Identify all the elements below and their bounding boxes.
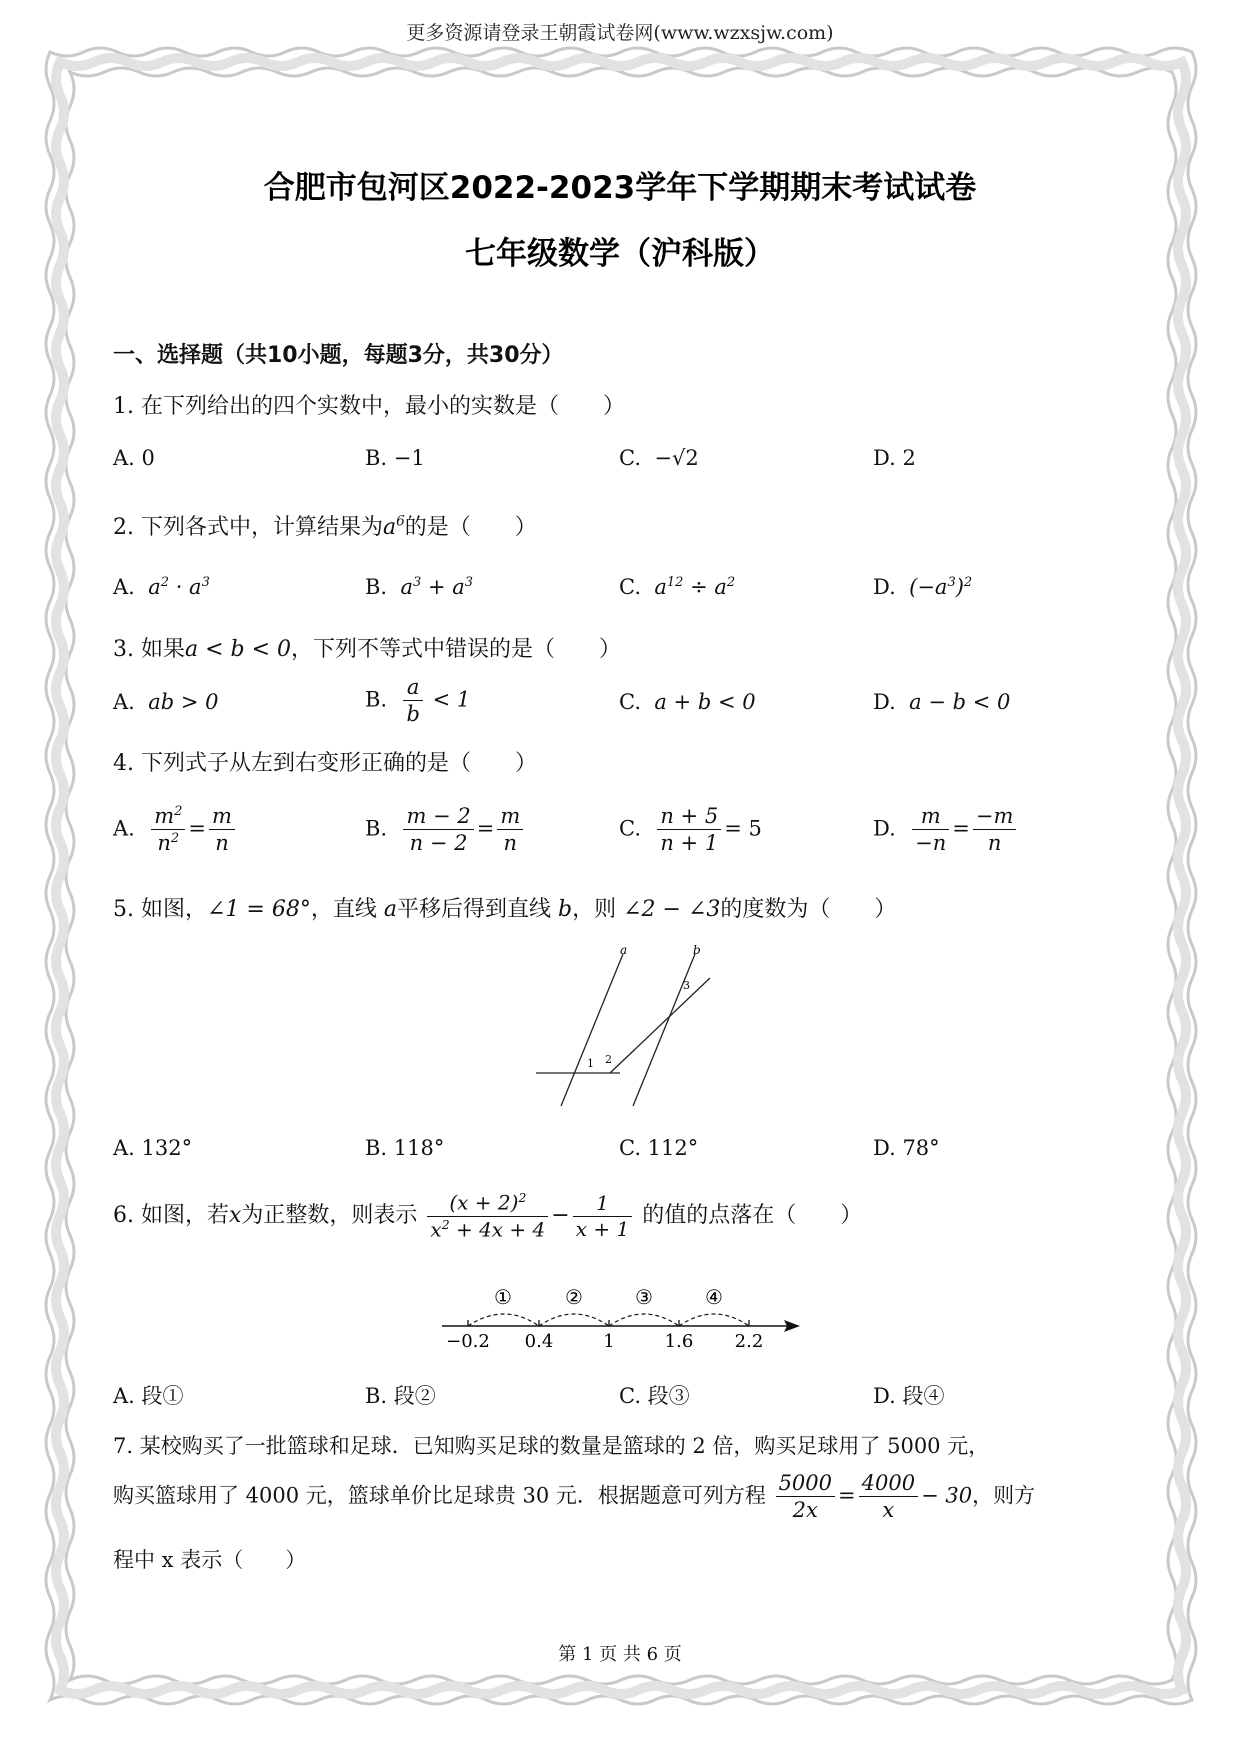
q1-option-c: C. −√2 [619,446,699,470]
q6-option-b: B. 段② [365,1384,436,1408]
q5-figure [520,940,740,1110]
q3-option-c: C. a + b < 0 [619,690,756,714]
question-7-line-3: 程中 x 表示（ ） [113,1548,307,1572]
label-3: 3 [683,979,690,992]
question-4: 4. 下列式子从左到右变形正确的是（ ） [113,751,537,776]
label-a: a [620,943,628,957]
section-heading: 一、选择题（共10小题，每题3分，共30分） [113,343,564,368]
q6-option-c: C. 段③ [619,1384,690,1408]
watermark: 更多资源请登录王朝霞试卷网(www.wzxsjw.com) [406,22,834,44]
q5-option-c: C. 112° [619,1136,699,1160]
q2-option-c: C. $a^{12} \div a^2$ [619,575,736,599]
q2-option-b: B. $a^3 + a^3$ [365,575,474,599]
tick-label: 1.6 [664,1331,694,1350]
segment-arc-2 [539,1314,609,1326]
q5-option-a: A. 132° [113,1136,193,1160]
question-5: 5. 如图，∠1 = 68°，直线 a平移后得到直线 b，则 ∠2 − ∠3的度数为（ ） [113,897,897,922]
tick-label: 2.2 [734,1331,764,1350]
question-1: 1. 在下列给出的四个实数中，最小的实数是（ ） [113,394,625,419]
q4-option-a: A. $\frac{m^2}{n^2}$ = $\frac{m}{n}$ [113,803,238,857]
q3-option-d: D. a − b < 0 [873,690,1011,714]
q1-option-a: A. 0 [113,446,155,470]
q6-option-d: D. 段④ [873,1384,945,1408]
segment-label-1: ① [494,1285,512,1309]
label-2: 2 [605,1053,612,1066]
line-b [633,954,695,1106]
q4-option-d: D. $\frac{m}{-n}$ = $\frac{-m}{n}$ [873,803,1019,857]
label-1: 1 [587,1057,594,1070]
q4-option-c: C. $\frac{n + 5}{n + 1}$ = 5 [619,804,762,856]
segment-label-3: ③ [635,1285,653,1309]
question-7-line-1: 7. 某校购买了一批篮球和足球．已知购买足球的数量是篮球的 2 倍，购买足球用了 5000 元， [113,1434,990,1458]
q3-option-a: A. ab > 0 [113,690,219,714]
q2-option-a: A. $a^2 \cdot a^3$ [113,575,210,599]
q5-option-b: B. 118° [365,1136,445,1160]
tick-label: 1 [603,1331,615,1350]
question-6: 6. 如图，若x为正整数，则表示 $\frac{(x + 2)^2}{x^2 + 4x + 4}$ − $\frac{1}{x + 1}$ 的值的点落在（ ） [113,1190,863,1242]
question-2: 2. 下列各式中，计算结果为$a^6$的是（ ） [113,513,537,540]
line-a [561,954,623,1106]
segment-label-2: ② [565,1285,583,1309]
label-b: b [693,943,701,957]
q4-option-b: B. $\frac{m - 2}{n - 2}$ = $\frac{m}{n}$ [365,803,526,857]
segment-arc-1 [468,1314,539,1326]
q3-option-b: B. $\frac{a}{b}$ < 1 [365,675,471,727]
q1-option-b: B. −1 [365,446,425,470]
q2-option-d: D. $(-a^3)^2$ [873,575,973,599]
segment-arc-4 [679,1314,749,1326]
tick-label: 0.4 [524,1331,554,1350]
transversal [610,978,710,1073]
q6-option-a: A. 段① [113,1384,184,1408]
segment-label-4: ④ [705,1285,723,1309]
exam-subtitle: 七年级数学（沪科版） [465,236,775,272]
q1-c-math: −√2 [654,446,699,470]
exam-title: 合肥市包河区2022-2023学年下学期期末考试试卷 [263,170,977,206]
page-footer: 第 1 页 共 6 页 [558,1644,682,1665]
segment-arc-3 [609,1314,679,1326]
q1-option-d: D. 2 [873,446,916,470]
tick-label: −0.2 [446,1331,490,1350]
question-3: 3. 如果a < b < 0，下列不等式中错误的是（ ） [113,637,622,662]
q5-option-d: D. 78° [873,1136,940,1160]
question-7-line-2: 购买篮球用了 4000 元，篮球单价比足球贵 30 元．根据题意可列方程 $\frac{5000}{2x}$ = $\frac{4000}{x}$ − 30，则方 [113,1471,1036,1523]
number-line [440,1280,810,1350]
